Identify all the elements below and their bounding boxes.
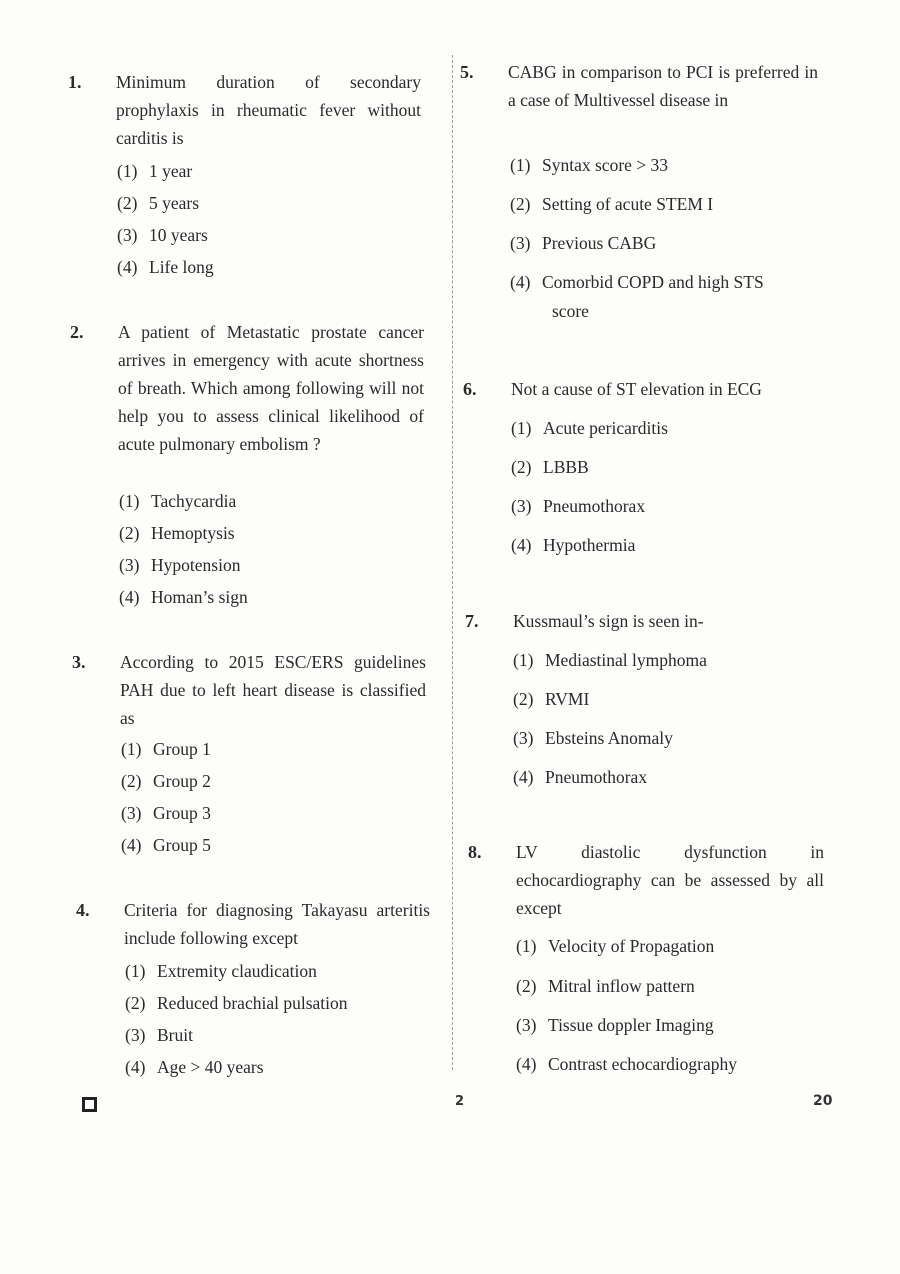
question-text: Minimum duration of secondary prophylaxis in rheumatic fever without carditis is <box>116 72 421 148</box>
option: (2) LBBB <box>511 457 589 477</box>
question-text: Criteria for diagnosing Takayasu arteritis include following except <box>124 900 430 948</box>
option: (4) Homan’s sign <box>119 587 248 607</box>
option: (1) Mediastinal lymphoma <box>513 650 707 670</box>
square-mark-icon <box>82 1097 97 1112</box>
option: (4) Contrast echocardiography <box>516 1054 738 1074</box>
option: (3) Hypotension <box>119 555 241 575</box>
option: (1) Extremity claudication <box>125 961 317 981</box>
option: (4) Comorbid COPD and high STS <box>510 272 764 292</box>
question-text: Kussmaul’s sign is seen in- <box>513 611 704 631</box>
option: (4) Hypothermia <box>511 535 636 555</box>
option: (3) Group 3 <box>121 803 211 823</box>
question-number: 7. <box>465 611 479 631</box>
option: (1) Syntax score > 33 <box>510 155 669 175</box>
question-text: A patient of Metastatic prostate cancer arrives in emergency with acute shortness of breath. Which among following will not help you to assess clinical likelihood of acute pulmonary embolism ? <box>118 322 424 454</box>
option: (4) Life long <box>117 257 214 277</box>
question-number: 2. <box>70 322 84 342</box>
option: (2) Reduced brachial pulsation <box>125 993 348 1013</box>
option: (4) Pneumothorax <box>513 767 648 787</box>
option: (2) Mitral inflow pattern <box>516 976 695 996</box>
option: (1) 1 year <box>117 161 193 181</box>
question-number: 3. <box>72 652 86 672</box>
option: (2) RVMI <box>513 689 590 709</box>
option: (2) Group 2 <box>121 771 211 791</box>
page-code: 20 <box>813 1093 833 1109</box>
option-continuation: score <box>552 301 589 321</box>
question-number: 1. <box>68 72 82 92</box>
question-number: 6. <box>463 379 477 399</box>
option: (1) Velocity of Propagation <box>516 936 715 956</box>
question-text: LV diastolic dysfunction in echocardiography can be assessed by all except <box>516 842 824 918</box>
option: (3) Pneumothorax <box>511 496 646 516</box>
question-text: According to 2015 ESC/ERS guidelines PAH due to left heart disease is classified as <box>120 652 426 728</box>
option: (4) Group 5 <box>121 835 211 855</box>
question-text: Not a cause of ST elevation in ECG <box>511 379 762 399</box>
option: (1) Group 1 <box>121 739 211 759</box>
option: (1) Tachycardia <box>119 491 237 511</box>
question-number: 4. <box>76 900 90 920</box>
option: (3) Bruit <box>125 1025 193 1045</box>
option: (2) Setting of acute STEM I <box>510 194 714 214</box>
option: (2) 5 years <box>117 193 200 213</box>
question-text: CABG in comparison to PCI is preferred in a case of Multivessel disease in <box>508 62 818 110</box>
option: (1) Acute pericarditis <box>511 418 668 438</box>
option: (3) Ebsteins Anomaly <box>513 728 673 748</box>
column-divider <box>452 55 453 1070</box>
page-number: 2 <box>455 1094 465 1109</box>
option: (3) Tissue doppler Imaging <box>516 1015 714 1035</box>
option: (3) 10 years <box>117 225 208 245</box>
option: (3) Previous CABG <box>510 233 657 253</box>
question-number: 8. <box>468 842 482 862</box>
question-number: 5. <box>460 62 474 82</box>
option: (2) Hemoptysis <box>119 523 235 543</box>
option: (4) Age > 40 years <box>125 1057 264 1077</box>
